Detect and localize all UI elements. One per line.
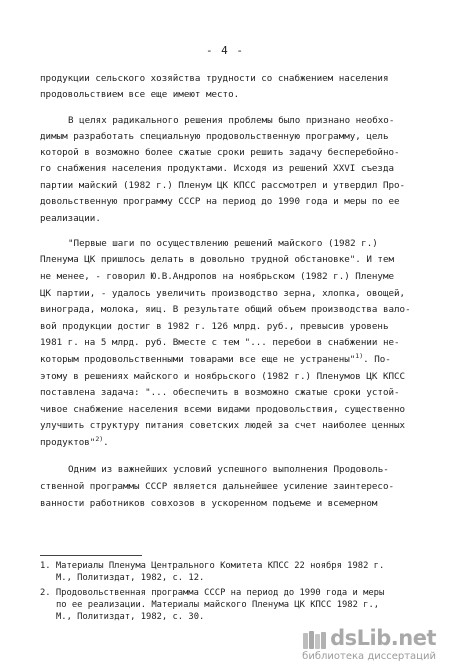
body-line: реализации. (40, 213, 101, 224)
body-line: продовольствием все еще имеют место. (40, 89, 240, 100)
books-stack-icon (302, 630, 328, 650)
body-line: которой в возможно более сжатые сроки решить задачу бесперебойно- (40, 147, 400, 158)
body-line-text: которым продовольственными товарами все еще не устранены" (40, 354, 356, 365)
footnote-line: М., Политиздат, 1982, с. 12. (56, 573, 205, 583)
watermark-brand: dsLib.net (330, 626, 436, 650)
page-number: - 4 - (205, 44, 245, 57)
footnote-line: 2. Продовольственная программа СССР на период до 1990 года и меры (40, 588, 385, 598)
body-line: го снабжения населения продуктами. Исходя из решений XXVI съезда (40, 163, 395, 174)
body-line-text: продуктов" (40, 437, 96, 448)
body-line: ственной программы СССР является дальнейшее усиление заинтересо- (40, 481, 395, 492)
body-line-tail: . По- (363, 354, 391, 365)
body-line: поставлена задача: "... обеспечить в возможно сжатые сроки устой- (40, 387, 400, 398)
footnote-ref-2: 2) (95, 435, 104, 443)
body-line: Пленума ЦК пришлось делать в довольно трудной обстановке". И тем (40, 254, 395, 265)
body-line: продукции сельского хозяйства трудности со снабжением населения (40, 73, 389, 84)
body-line: димым разработать специальную продовольственную программу, цель (40, 131, 389, 142)
body-line: довольственную программу СССР на период до 1990 года и меры по ее (40, 196, 400, 207)
body-line-tail: . (103, 437, 109, 448)
body-line: не менее, - говорил Ю.В.Андропов на ноябрьском (1982 г.) Пленуме (40, 271, 395, 282)
watermark (302, 626, 436, 662)
footnote-ref-1: 1) (355, 352, 364, 360)
body-line (40, 354, 391, 366)
body-line: Одним из важнейших условий успешного выполнения Продоволь- (68, 464, 389, 475)
body-line: ванности работников совхозов в ускоренном подъеме и всемерном (40, 498, 378, 509)
watermark-tagline: библиотека диссертаций (302, 651, 436, 662)
watermark-logo (302, 626, 436, 650)
body-line: ЦК партии, - удалось увеличить производство зерна, хлопка, овощей, (40, 288, 406, 299)
body-line (40, 437, 109, 449)
body-line: вой продукции достиг в 1982 г. 126 млрд. руб., превысив уровень (40, 321, 389, 332)
body-line: В целях радикального решения проблемы было признано необхо- (68, 115, 395, 126)
body-line: чивое снабжение населения всеми видами продовольствия, существенно (40, 404, 406, 415)
footnote-line: по ее реализации. Материалы майского Пленума ЦК КПСС 1982 г., (56, 600, 380, 610)
body-line: винограда, молока, яиц. В результате общий объем производства вало- (40, 304, 411, 315)
body-line: "Первые шаги по осуществлению решений майского (1982 г.) (68, 238, 378, 249)
body-line: 1981 г. на 5 млрд. руб. Вместе с тем "... перебои в снабжении не- (40, 337, 400, 348)
body-line: партии майский (1982 г.) Пленум ЦК КПСС рассмотрел и утвердил Про- (40, 180, 406, 191)
body-line: этому в решениях майского и ноябрьского (1982 г.) Пленумов ЦК КПСС (40, 371, 406, 382)
footnote-divider (40, 555, 142, 556)
footnote-line: М., Политиздат, 1982, с. 30. (56, 612, 205, 622)
body-line: улучшить структуру питания советских людей за счет наиболее ценных (40, 420, 406, 431)
footnote-line: 1. Материалы Пленума Центрального Комитета КПСС 22 ноября 1982 г. (40, 561, 385, 571)
